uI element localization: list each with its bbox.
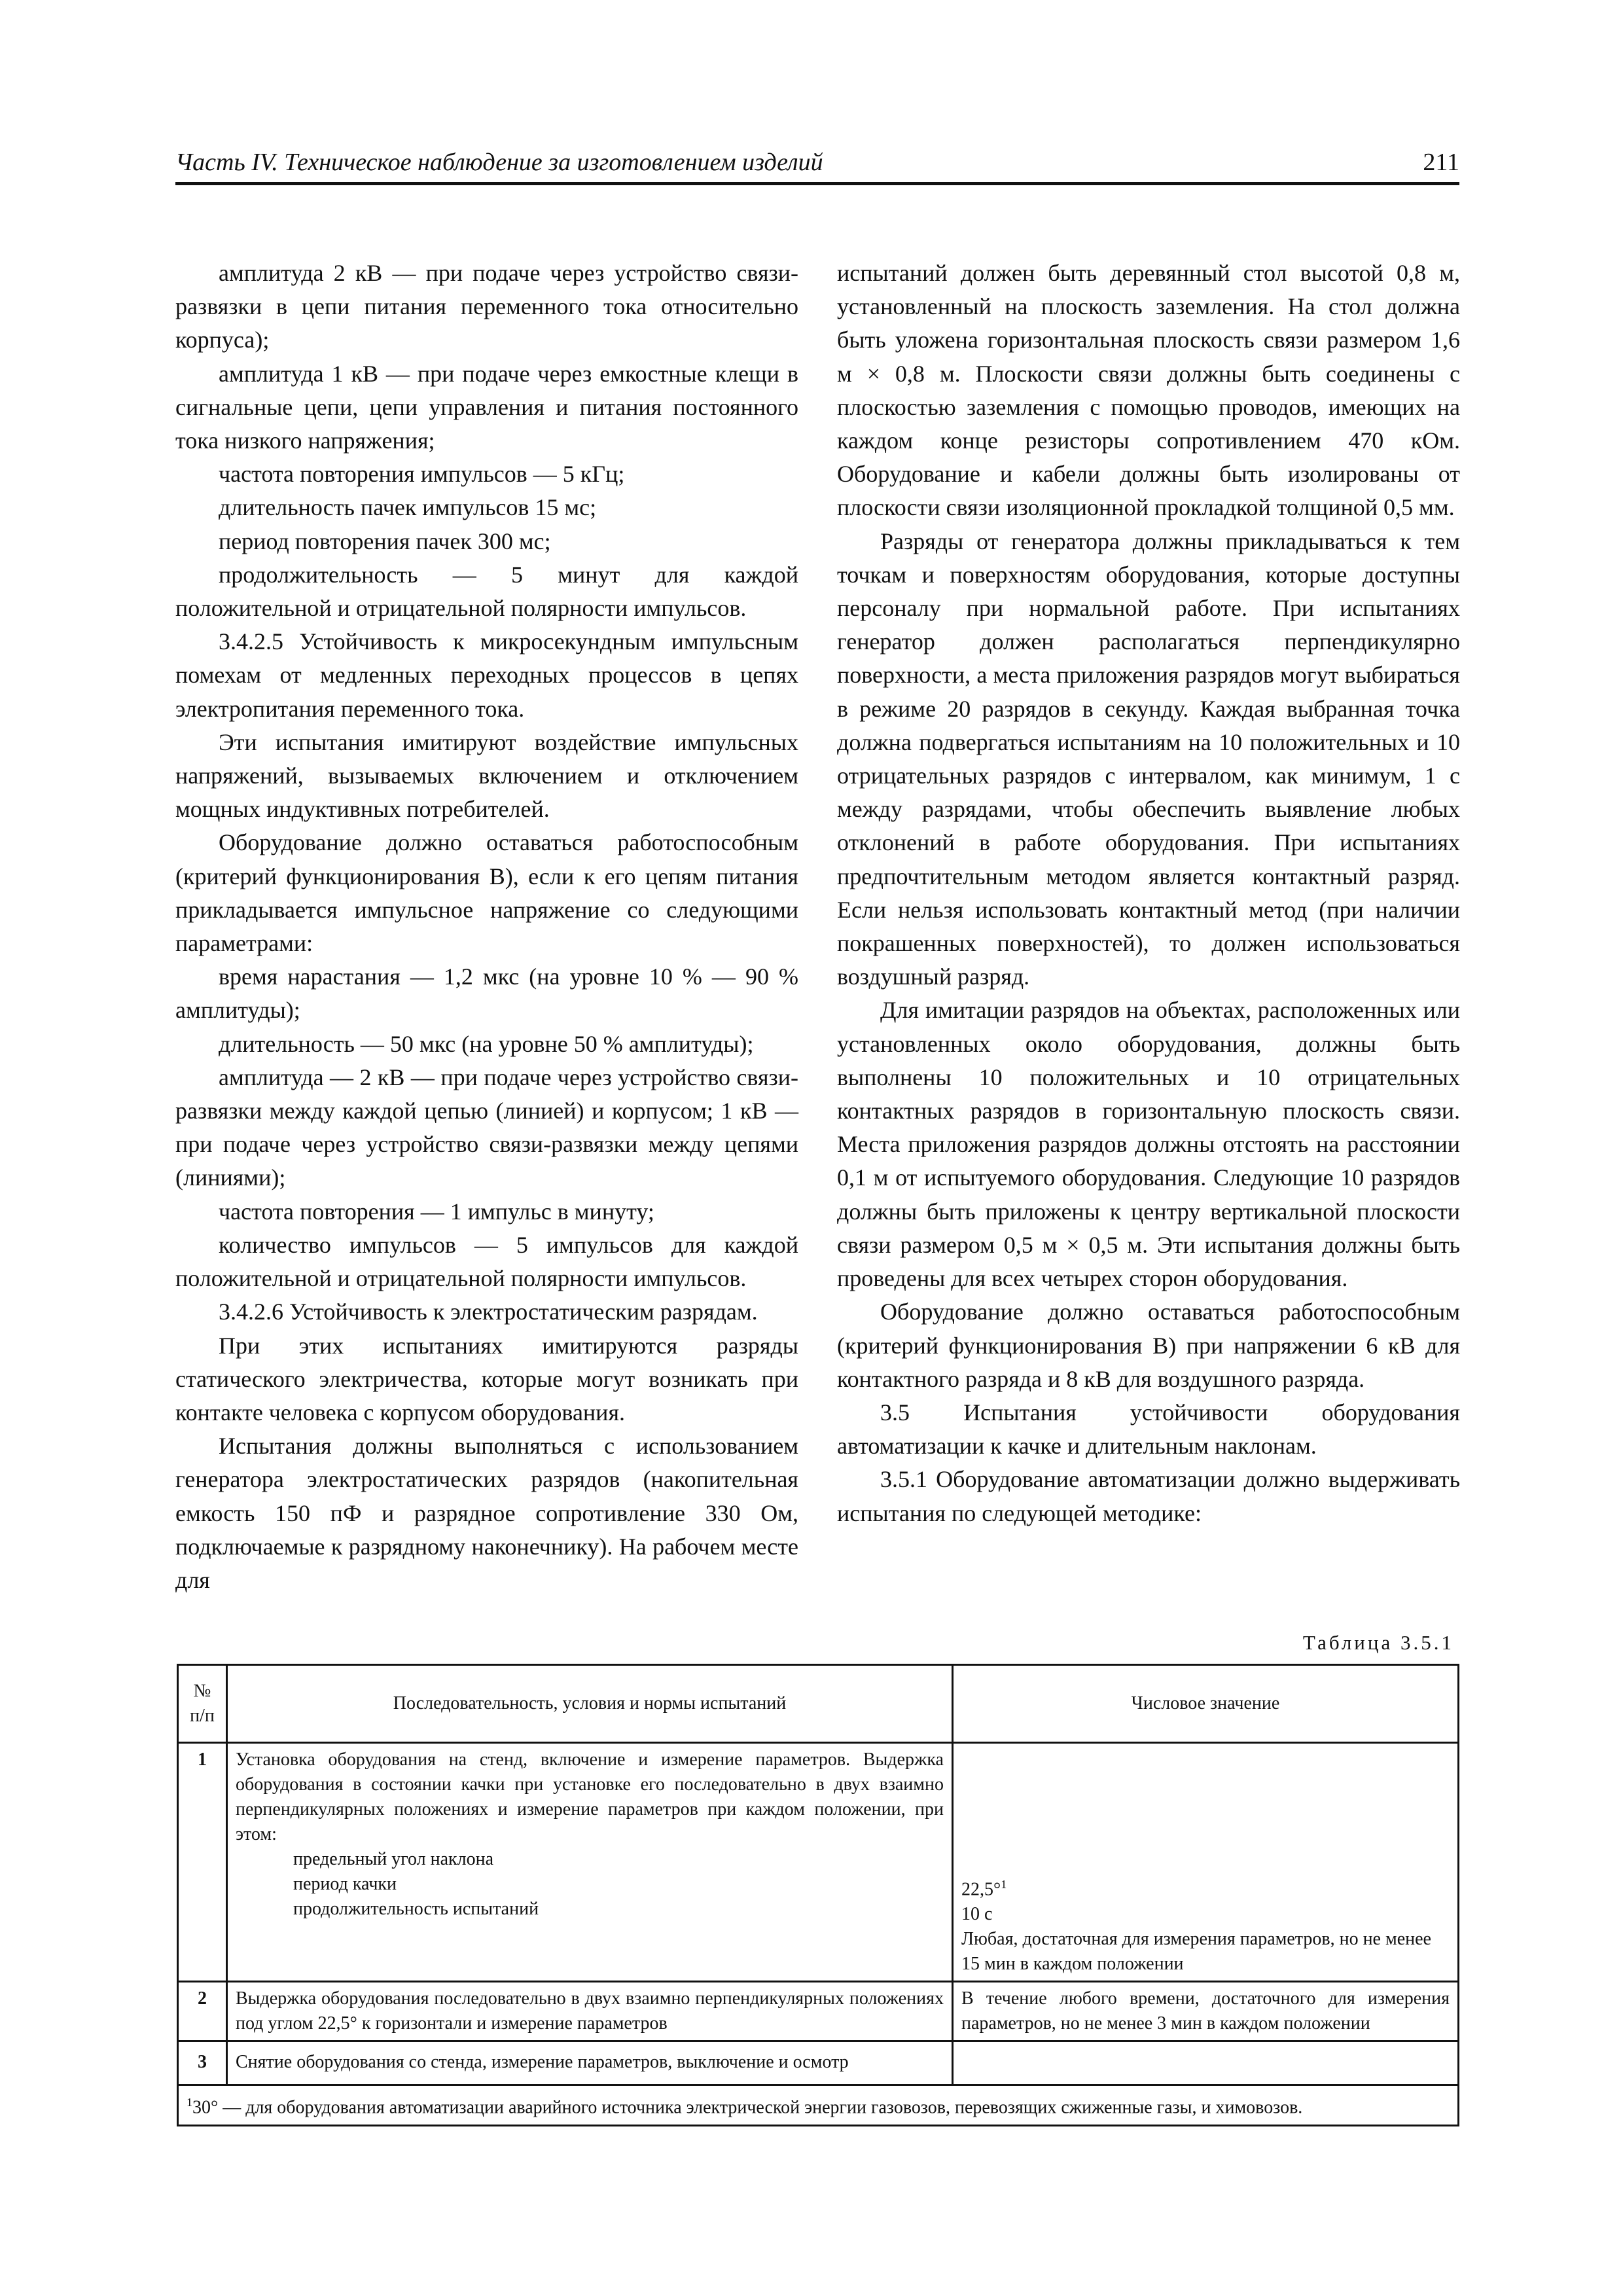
paragraph: частота повторения — 1 импульс в минуту;: [219, 1198, 654, 1225]
footnote-marker: 1: [1001, 1878, 1007, 1891]
value-duration: Любая, достаточная для измерения параметров, но не менее 15 мин в каждом положении: [961, 1929, 1431, 1975]
page-header: [175, 145, 1459, 185]
footnote-marker: 1: [187, 2096, 192, 2109]
sub-item: период качки: [293, 1874, 397, 1894]
paragraph: Эти испытания имитируют воздействие импульсных напряжений, вызываемых включением и отключением мощных индуктивных потребителей.: [175, 728, 798, 823]
row-number: 2: [178, 1982, 227, 2041]
table-footnote: [178, 2085, 1459, 2125]
section-heading: 3.4.2.5 Устойчивость к микросекундным импульсным помехам от медленных переходных процессов в цепях электропитания переменного тока.: [175, 628, 798, 722]
row-value: [953, 1743, 1459, 1982]
paragraph: 3.5.1 Оборудование автоматизации должно выдерживать испытания по следующей методике:: [837, 1466, 1460, 1526]
row-description: Установка оборудования на стенд, включение и измерение параметров. Выдержка оборудования в состоянии качки при установке его последовательно в двух взаимно перпендикулярных положениях и измерение параметров при каждом положении, при этом:: [236, 1749, 944, 1844]
footnote-text: 30° — для оборудования автоматизации аварийного источника электрической энергии газовозов, перевозящих сжиженные газы, и химовозов.: [192, 2097, 1303, 2118]
paragraph: Испытания должны выполняться с использованием генератора электростатических разрядов (накопительная емкость 150 пФ и разрядное сопротивление 330 Ом, подключаемые к разрядному наконечнику). На рабочем месте для: [175, 1433, 798, 1593]
paragraph: Оборудование должно оставаться работоспособным (критерий функционирования В) при напряжении 6 кВ для контактного разряда и 8 кВ для воздушного разряда.: [837, 1299, 1460, 1392]
value-angle: 22,5°$^1$: [961, 1878, 1007, 1900]
right-column: [837, 257, 1460, 1530]
sub-item: предельный угол наклона: [293, 1849, 494, 1869]
header-sequence: Последовательность, условия и нормы испытаний: [227, 1665, 953, 1743]
paragraph: амплитуда — 2 кВ — при подаче через устройство связи-развязки между каждой цепью (линией) и корпусом; 1 кВ — при подаче через устройство связи-развязки между цепями (линиями);: [175, 1064, 798, 1191]
test-table: [177, 1664, 1459, 2126]
row-text: Выдержка оборудования последовательно в двух взаимно перпендикулярных положениях под углом 22,5° к горизонтали и измерение параметров: [227, 1982, 953, 2041]
paragraph: испытаний должен быть деревянный стол высотой 0,8 м, установленный на плоскость заземления. На стол должна быть уложена горизонтальная плоскость связи размером 1,6 м × 0,8 м. Плоскости связи должны быть соединены с плоскостью заземления с помощью проводов, имеющих на каждом конце резисторы сопротивлением 470 кОм. Оборудование и кабели должны быть изолированы от плоскости связи изоляционной прокладкой толщиной 0,5 мм.: [837, 260, 1460, 521]
table-row: [178, 1982, 1459, 2041]
paragraph: время нарастания — 1,2 мкс (на уровне 10 % — 90 % амплитуды);: [175, 963, 798, 1024]
value-period: 10 с: [961, 1904, 993, 1925]
header-num: № п/п: [178, 1665, 227, 1743]
row-number: 1: [178, 1743, 227, 1982]
paragraph: длительность пачек импульсов 15 мс;: [219, 494, 597, 521]
row-value: В течение любого времени, достаточного для измерения параметров, но не менее 3 мин в каждом положении: [953, 1982, 1459, 2041]
sub-item: продолжительность испытаний: [293, 1899, 539, 1919]
paragraph: амплитуда 2 кВ — при подаче через устройство связи-развязки в цепи питания переменного тока относительно корпуса);: [175, 260, 798, 353]
row-text: Снятие оборудования со стенда, измерение параметров, выключение и осмотр: [227, 2041, 953, 2085]
left-column: [175, 257, 798, 1597]
table-row: [178, 1743, 1459, 1982]
paragraph: период повторения пачек 300 мс;: [219, 528, 551, 554]
row-number: 3: [178, 2041, 227, 2085]
paragraph: Оборудование должно оставаться работоспособным (критерий функционирования В), если к его цепям питания прикладывается импульсное напряжение со следующими параметрами:: [175, 829, 798, 957]
row-value: [953, 2041, 1459, 2085]
paragraph: длительность — 50 мкс (на уровне 50 % амплитуды);: [219, 1030, 754, 1057]
table-caption: Таблица 3.5.1: [1302, 1631, 1454, 1654]
table-row: [178, 2041, 1459, 2085]
section-heading: 3.5 Испытания устойчивости оборудования автоматизации к качке и длительным наклонам.: [837, 1399, 1460, 1460]
section-heading: 3.4.2.6 Устойчивость к электростатическим разрядам.: [219, 1299, 758, 1325]
header-value: Числовое значение: [953, 1665, 1459, 1743]
page-number: 211: [1423, 149, 1459, 176]
table-header-row: [178, 1665, 1459, 1743]
paragraph: Разряды от генератора должны прикладываться к тем точкам и поверхностям оборудования, которые доступны персоналу при нормальной работе. При испытаниях генератор должен располагаться перпендикулярно поверхности, а места приложения разрядов могут выбираться в режиме 20 разрядов в секунду. Каждая выбранная точка должна подвергаться испытаниям на 10 положительных и 10 отрицательных разрядов с интервалом, как минимум, 1 с между разрядами, чтобы обеспечить выявление любых отклонений в работе оборудования. При испытаниях предпочтительным методом является контактный разряд. Если нельзя использовать контактный метод (при наличии покрашенных поверхностей), то должен использоваться воздушный разряд.: [837, 528, 1460, 990]
paragraph: При этих испытаниях имитируются разряды статического электричества, которые могут возникать при контакте человека с корпусом оборудования.: [175, 1332, 798, 1426]
header-title: Часть IV. Техническое наблюдение за изготовлением изделий: [175, 149, 823, 176]
paragraph: Для имитации разрядов на объектах, расположенных или установленных около оборудования, должны быть выполнены 10 положительных и 10 отрицательных контактных разрядов в горизонтальную плоскость связи. Места приложения разрядов должны отстоять на расстоянии 0,1 м от испытуемого оборудования. Следующие 10 разрядов должны быть приложены к центру вертикальной плоскости связи размером 0,5 м × 0,5 м. Эти испытания должны быть проведены для всех четырех сторон оборудования.: [837, 997, 1460, 1292]
row-text: [227, 1743, 953, 1982]
paragraph: амплитуда 1 кВ — при подаче через емкостные клещи в сигнальные цепи, цепи управления и питания постоянного тока низкого напряжения;: [175, 360, 798, 454]
paragraph: продолжительность — 5 минут для каждой положительной и отрицательной полярности импульсов.: [175, 561, 798, 622]
paragraph: количество импульсов — 5 импульсов для каждой положительной и отрицательной полярности импульсов.: [175, 1231, 798, 1292]
paragraph: частота повторения импульсов — 5 кГц;: [219, 461, 625, 488]
table-footnote-row: [178, 2085, 1459, 2125]
